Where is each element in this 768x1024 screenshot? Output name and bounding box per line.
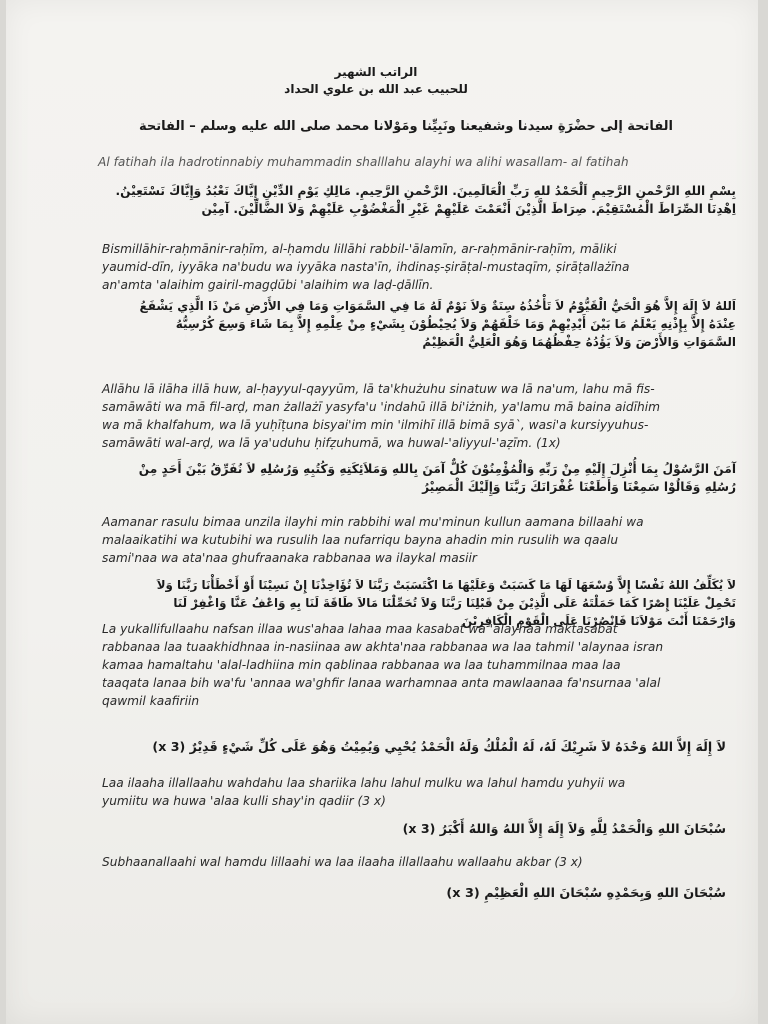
surah-tr-line: Bismillāhir-raḥmānir-raḥīm, al-ḥamdu lillāhi rabbil-'ālamīn, ar-raḥmānir-raḥīm, māliki: [102, 242, 617, 256]
la-yukallif-transliteration: [102, 620, 742, 710]
tasbih-tr-line: Subhaanallaahi wal hamdu lillaahi wa laa ilaaha illallaahu wallaahu akbar (3 x): [102, 855, 583, 869]
amanar-tr-line: Aamanar rasulu bimaa unzila ilayhi min rabbihi wal mu'minun kullun aamana billaahi wa: [102, 515, 644, 529]
kursi-tr-line: samāwāti wa mā fil-arḍ, man żallażī yasyfa'u 'indahū illā bi'iżnih, ya'lamu mā baina aidīhim: [102, 400, 660, 414]
amanar-rasul-arabic: [96, 460, 736, 496]
ayat-kursi-arabic: [96, 297, 736, 351]
surah-fatihah-arabic: [96, 182, 736, 218]
amanar-ar-line: رُسُلِهِ وَقَالُوْا سَمِعْنَا وَأَطَعْنَا غُفْرَانَكَ رَبَّنَا وَإِلَيْكَ الْمَصِيْرُ: [422, 480, 736, 494]
surah-ar-line: اِهْدِنَا الصِّرَاطَ الْمُسْتَقِيْمَ. صِرَاطَ الَّذِيْنَ أَنْعَمْتَ عَلَيْهِمْ غَيْرِ الْمَغْضُوْبِ عَلَيْهِمْ وَلاَ الضَّالِّيْنَ. آمِيْن: [201, 202, 736, 216]
kursi-tr-line: wa mā khalfahum, wa lā yuḥīṭuna bisyai'im min 'ilmihī illā bimā syā`, wasi'a kursiyyuhus-: [102, 418, 649, 432]
document-title: [206, 64, 546, 98]
surah-tr-line: an'amta 'alaihim gairil-magḍūbi 'alaihim wa laḍ-ḍāllīn.: [102, 278, 434, 292]
yukallif-ar-line: تَحْمِلْ عَلَيْنَا إِصْرًا كَمَا حَمَلْتَهُ عَلَى الَّذِيْنَ مِنْ قَبْلِنَا رَبَّنَا وَلاَ تُحَمِّلْنَا مَالاَ طَاقَةَ لَنَا بِهِ وَاعْفُ عَنَّا وَاغْفِرْ لَنَا: [173, 596, 736, 610]
fatihah-ar-line: الفاتحة إلى حضْرَةِ سيدنا وشفيعنا ونَبِيِّنا ومَوْلانا محمد صلى الله عليه وسلم – الفاتحة: [138, 119, 674, 134]
yukallif-tr-line: rabbanaa laa tuaakhidhnaa in-nasiinaa aw akhta'naa rabbanaa wa laa tahmil 'alaynaa isran: [102, 640, 664, 654]
yukallif-tr-line: taaqata lanaa bih wa'fu 'annaa wa'ghfir lanaa warhamnaa anta mawlaanaa fa'nsurnaa 'alal: [102, 676, 661, 690]
tahlil-tr-line: Laa ilaaha illallaahu wahdahu laa shariika lahu lahul mulku wa lahul hamdu yuhyii wa: [102, 776, 626, 790]
kursi-tr-line: Allāhu lā ilāha illā huw, al-ḥayyul-qayyūm, lā ta'khużuhu sinatuw wa lā na'um, lahu mā fis-: [102, 382, 655, 396]
kursi-ar-line: السَّمَوَاتِ وَالأَرْضَ وَلاَ يَؤُدُهُ حِفْظُهُمَا وَهُوَ الْعَلِيُّ الْعَظِيْمُ: [422, 335, 736, 349]
kursi-tr-line: samāwāti wal-arḍ, wa lā ya'uduhu ḥifẓuhumā, wa huwal-'aliyyul-'aẓīm. (1x): [102, 436, 561, 450]
yukallif-tr-line: kamaa hamaltahu 'alal-ladhiina min qablinaa rabbanaa wa laa tuhammilnaa maa laa: [102, 658, 621, 672]
title-line-2: للحبيب عبد الله بن علوي الحداد: [284, 82, 468, 96]
surah-ar-line: بِسْمِ اللهِ الرَّحْمنِ الرَّحِيمِ اَلْحَمْدُ للهِ رَبِّ الْعَالَمِينَ. الرَّحْمنِ الرَّحِيمِ. مَالِكِ يَوْمِ الدِّيْنِ إِيَّاكَ نَعْبُدُ وَإِيَّاكَ نَسْتَعِيْنُ.: [115, 184, 736, 198]
fatihah-dedication-transliteration: [98, 153, 738, 171]
title-line-1: الراتب الشهير: [334, 65, 418, 79]
fatihah-dedication-arabic: [86, 118, 726, 136]
azim-ar-line: سُبْحَانَ اللهِ وَبِحَمْدِهِ سُبْحَانَ اللهِ الْعَظِيْمِ (3 x): [446, 886, 726, 901]
tahlil-arabic: [126, 738, 726, 756]
amanar-tr-line: sami'naa wa ata'naa ghufraanaka rabbanaa wa ilaykal masiir: [102, 551, 477, 565]
tasbih-ar-line: سُبْحَانَ اللهِ وَالْحَمْدُ لِلَّهِ وَلاَ إِلَهَ إِلاَّ اللهُ وَاللهُ أَكْبَرُ (3 x): [402, 821, 726, 836]
document-page: [6, 0, 758, 1024]
amanar-ar-line: آمَنَ الرَّسُوْلُ بِمَا أُنْزِلَ إِلَيْهِ مِنْ رَبِّهِ وَالْمُؤْمِنُوْنَ كُلٌّ آمَنَ بِاللهِ وَمَلاَئِكَتِهِ وَكُتُبِهِ وَرُسُلِهِ لاَ نُفَرِّقُ بَيْنَ أَحَدٍ مِنْ: [138, 462, 736, 476]
kursi-ar-line: اَللهُ لاَ إِلَهَ إِلاَّ هُوَ الْحَيُّ الْقَيُّوْمُ لاَ تَأْخُذُهُ سِنَةٌ وَلاَ نَوْمٌ لَهُ مَا فِي السَّمَوَاتِ وَمَا فِي الأَرْضِ مَنْ ذَا الَّذِي يَشْفَعُ: [139, 299, 736, 313]
yukallif-ar-line: لاَ يُكَلِّفُ اللهُ نَفْسًا إِلاَّ وُسْعَهَا لَهَا مَا كَسَبَتْ وَعَلَيْهَا مَا اكْتَسَبَتْ رَبَّنَا لاَ تُؤَاخِذْنَا إِنْ نَسِيْنَا أَوْ أَخْطَأْنَا رَبَّنَا وَلاَ: [156, 578, 736, 592]
surah-fatihah-transliteration: [102, 240, 742, 294]
yukallif-tr-line: La yukallifullaahu nafsan illaa wus'ahaa lahaa maa kasabat wa 'alayhaa maktasabat: [102, 622, 618, 636]
amanar-rasul-transliteration: [102, 513, 742, 567]
yukallif-tr-line: qawmil kaafiriin: [102, 694, 200, 708]
tahlil-transliteration: [102, 774, 742, 810]
subhanallah-azim-arabic: [266, 885, 726, 903]
ayat-kursi-transliteration: [102, 380, 742, 452]
yukallif-ar-line: وَارْحَمْنَا أَنْتَ مَوْلاَنَا فَانْصُرْنَا عَلَى الْقَوْمِ الْكَافِرِيْنَ: [462, 614, 736, 628]
tahlil-tr-line: yumiitu wa huwa 'alaa kulli shay'in qadiir (3 x): [102, 794, 386, 808]
fatihah-tr-line: Al fatihah ila hadrotinnabiy muhammadin shalllahu alayhi wa alihi wasallam- al fatihah: [98, 155, 629, 169]
kursi-ar-line: عِنْدَهُ إِلاَّ بِإِذْنِهِ يَعْلَمُ مَا بَيْنَ أَيْدِيْهِمْ وَمَا خَلْفَهُمْ وَلاَ يُحِيْطُوْنَ بِشَيْءٍ مِنْ عِلْمِهِ إِلاَّ بِمَا شَاءَ وَسِعَ كُرْسِيُّهُ: [175, 317, 736, 331]
surah-tr-line: yaumid-dīn, iyyāka na'budu wa iyyāka nasta'īn, ihdinaṣ-ṣirāṭal-mustaqīm, ṣirāṭallażīna: [102, 260, 630, 274]
tasbih-transliteration: [102, 853, 742, 871]
amanar-tr-line: malaaikatihi wa kutubihi wa rusulih laa nufarriqu bayna ahadin min rusulih wa qaalu: [102, 533, 619, 547]
tahlil-ar-line: لاَ إِلَهَ إِلاَّ اللهُ وَحْدَهُ لاَ شَرِيْكَ لَهُ، لَهُ الْمُلْكُ وَلَهُ الْحَمْدُ يُحْيِي وَيُمِيْتُ وَهُوَ عَلَى كُلِّ شَيْءٍ قَدِيْرٌ (3 x): [152, 739, 726, 754]
tasbih-arabic: [206, 820, 726, 838]
